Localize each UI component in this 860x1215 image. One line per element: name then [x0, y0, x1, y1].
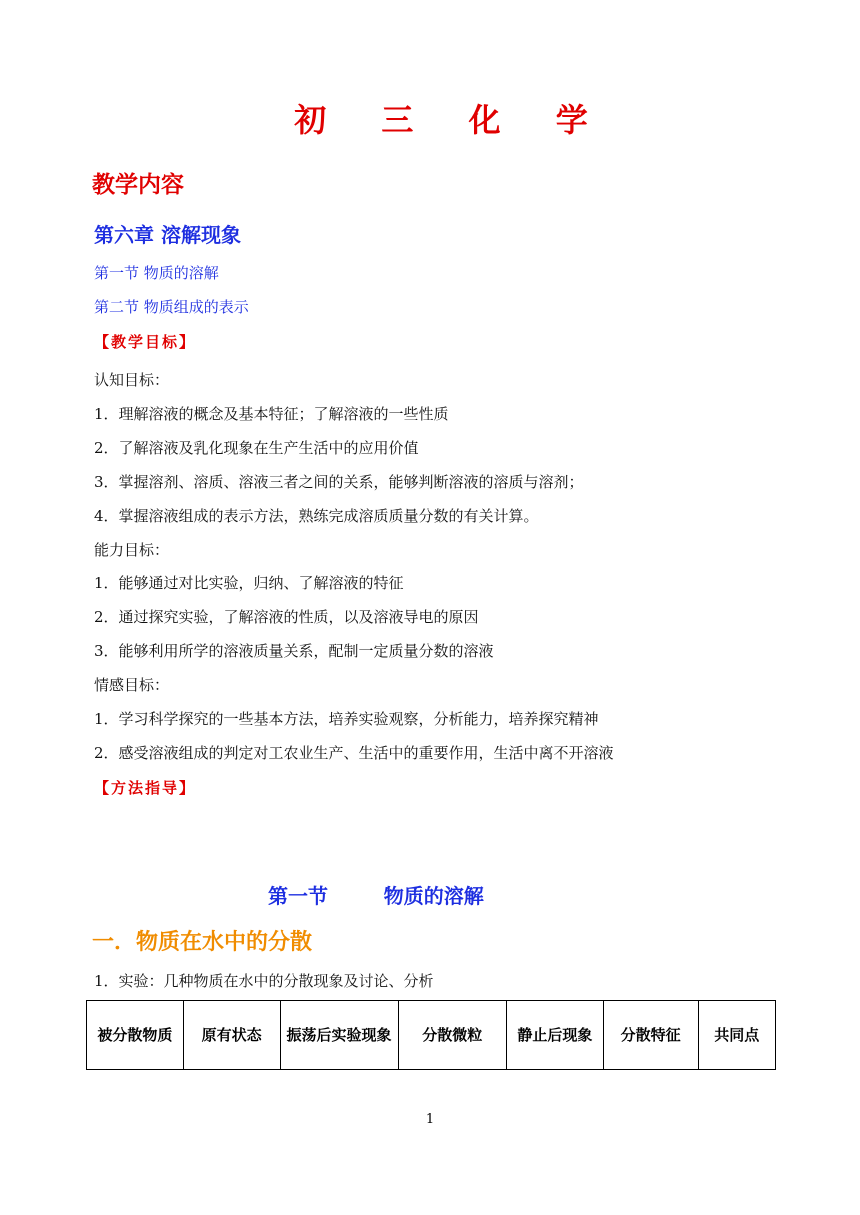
method-heading: 【方法指导】	[94, 779, 197, 797]
emotion-item: 2．感受溶液组成的判定对工农业生产、生活中的重要作用，生活中离不开溶液	[94, 744, 614, 762]
table-header-cell: 共同点	[698, 1001, 775, 1070]
teaching-content-heading: 教学内容	[92, 171, 184, 198]
cognitive-item: 3．掌握溶剂、溶质、溶液三者之间的关系，能够判断溶液的溶质与溶剂；	[94, 473, 584, 491]
ability-item: 3．能够利用所学的溶液质量关系，配制一定质量分数的溶液	[94, 642, 494, 660]
experiment-table	[86, 1000, 776, 1070]
ability-item: 2．通过探究实验，了解溶液的性质，以及溶液导电的原因	[94, 608, 479, 626]
chapter-heading: 第六章 溶解现象	[94, 223, 241, 247]
cognitive-item: 4．掌握溶液组成的表示方法，熟练完成溶质质量分数的有关计算。	[94, 507, 539, 525]
cognitive-item: 2．了解溶液及乳化现象在生产生活中的应用价值	[94, 439, 419, 457]
part1-heading: 一．物质在水中的分散	[92, 929, 313, 955]
table-header-cell: 原有状态	[183, 1001, 280, 1070]
emotion-item: 1．学习科学探究的一些基本方法，培养实验观察，分析能力，培养探究精神	[94, 710, 599, 728]
experiment-line: 1．实验：几种物质在水中的分散现象及讨论、分析	[94, 972, 434, 990]
table-header-cell: 振荡后实验现象	[280, 1001, 398, 1070]
section-link-1: 第一节 物质的溶解	[94, 264, 219, 282]
table-header-cell: 静止后现象	[507, 1001, 604, 1070]
table-header-cell: 被分散物质	[87, 1001, 184, 1070]
document-title: 初 三 化 学	[294, 101, 610, 139]
section1-title: 第一节 物质的溶解	[268, 884, 484, 908]
emotion-heading: 情感目标：	[94, 676, 170, 694]
table-header-cell: 分散特征	[603, 1001, 698, 1070]
cognitive-heading: 认知目标：	[94, 371, 170, 389]
table-header-cell: 分散微粒	[398, 1001, 506, 1070]
section-link-2: 第二节 物质组成的表示	[94, 298, 249, 316]
cognitive-item: 1．理解溶液的概念及基本特征；了解溶液的一些性质	[94, 405, 449, 423]
goals-heading: 【教学目标】	[94, 333, 197, 351]
ability-item: 1．能够通过对比实验，归纳、了解溶液的特征	[94, 574, 404, 592]
ability-heading: 能力目标：	[94, 541, 170, 559]
page-number: 1	[425, 1112, 435, 1127]
table-header-row	[87, 1001, 776, 1070]
